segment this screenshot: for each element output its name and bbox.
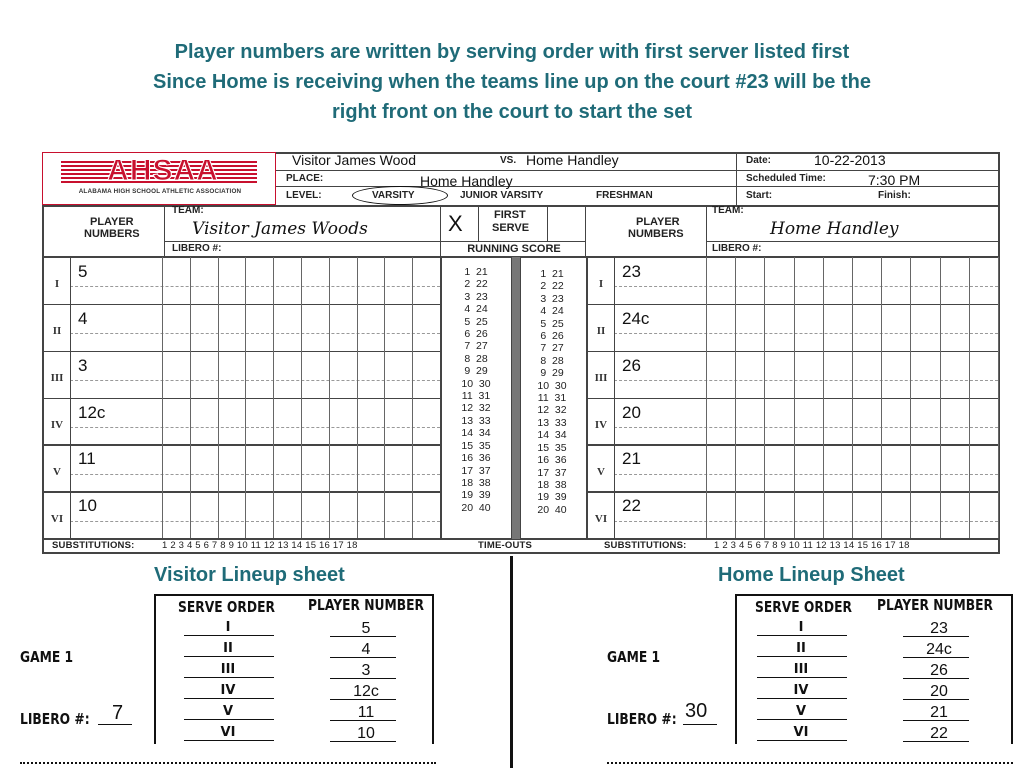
visitor-lineup-title: Visitor Lineup sheet <box>154 564 345 586</box>
visitor_lineup-serve-order-4: IV <box>220 683 236 698</box>
visitor-rotation-label: III <box>50 372 64 385</box>
first-serve-label-2: SERVE <box>492 222 530 234</box>
home_lineup-player-number-4: 20 <box>930 683 948 700</box>
running-score-entry: 5 25 <box>540 317 564 330</box>
visitor-game-label: GAME 1 <box>20 648 74 666</box>
running-score-entry: 11 31 <box>537 392 567 405</box>
grid-col-divider <box>70 257 71 538</box>
home_lineup-player-number-1: 23 <box>930 620 948 637</box>
home-rotation-label: VI <box>594 512 608 525</box>
visitor_lineup-player-number-1: 5 <box>361 620 371 637</box>
visitor_lineup-player-number-2: 4 <box>361 641 371 658</box>
scheduled-time-label: Scheduled Time: <box>746 173 826 184</box>
grid-col-divider <box>998 257 999 538</box>
home-player-number: 23 <box>622 262 641 281</box>
running-score-entry: 14 34 <box>537 429 567 442</box>
running-score-entry: 6 26 <box>540 330 564 343</box>
home_lineup-serve-order-2: II <box>796 641 806 656</box>
grid-col-divider <box>329 257 330 538</box>
grid-col-divider <box>852 257 853 538</box>
visitor-rotation-label: II <box>52 325 62 338</box>
grid-col-divider <box>910 257 911 538</box>
grid-row-divider <box>586 398 998 400</box>
grid-row-divider <box>586 351 998 353</box>
running-score-entry: 16 36 <box>461 452 491 465</box>
running-score-entry: 20 40 <box>537 503 567 516</box>
home-player-number: 24c <box>622 308 650 328</box>
home-rotation-label: II <box>596 325 606 338</box>
running-score-entry: 7 27 <box>464 340 488 353</box>
serve-order-underline <box>757 635 847 636</box>
visitor-rotation-label: I <box>54 278 60 291</box>
finish-label: Finish: <box>878 190 911 201</box>
visitor_lineup-serve-order-3: III <box>220 662 236 677</box>
home-substitution-numbers: 1 2 3 4 5 6 7 8 9 10 11 12 13 14 15 16 17 18 <box>714 540 910 551</box>
running-score-entry: 15 35 <box>461 439 491 452</box>
visitor_lineup-serve-order-6: VI <box>220 725 236 740</box>
grid-col-divider <box>412 257 413 538</box>
home-player-number: 20 <box>622 402 641 422</box>
home-team-label: TEAM: <box>712 205 744 216</box>
grid-col-divider <box>301 257 302 538</box>
grid-col-divider <box>245 257 246 538</box>
grid-row-divider <box>586 491 998 493</box>
serve-order-underline <box>184 677 274 678</box>
place-value: Home Handley <box>420 173 513 189</box>
grid-col-divider <box>881 257 882 538</box>
visitor-player-numbers-label-2: NUMBERS <box>84 228 140 240</box>
grid-row-divider <box>42 398 440 400</box>
visitor-player-number: 12c <box>78 402 106 422</box>
running-score-entry: 4 24 <box>540 305 564 318</box>
home-serve-order-label: SERVE ORDER <box>755 598 852 616</box>
level-label: LEVEL: <box>286 190 322 201</box>
grid-col-divider <box>614 257 615 538</box>
visitor-player-number: 10 <box>78 496 97 516</box>
grid-row-divider <box>42 444 440 446</box>
home_lineup-serve-order-5: V <box>795 704 807 719</box>
varsity-label: VARSITY <box>372 190 415 201</box>
visitor_lineup-player-number-5: 11 <box>357 704 375 721</box>
running-score-entry: 18 38 <box>461 476 491 489</box>
running-score-entry: 12 32 <box>537 404 567 417</box>
home-libero-label: LIBERO #: <box>607 710 677 728</box>
visitor-libero-label: LIBERO #: <box>20 710 90 728</box>
vs-label: VS. <box>500 155 517 166</box>
visitor-team-name: Visitor James Woods <box>192 219 368 239</box>
running-score-entry: 17 37 <box>537 466 567 479</box>
home_lineup-player-number-2: 24c <box>926 641 952 658</box>
serve-order-underline <box>757 677 847 678</box>
running-score-entry: 10 30 <box>461 377 491 390</box>
time-outs-label: TIME-OUTS <box>478 540 533 551</box>
home-lineup-rows <box>513 618 1024 748</box>
visitor_lineup-serve-order-5: V <box>222 704 234 719</box>
home-libero-value: 30 <box>685 700 708 722</box>
home-substitutions-label: SUBSTITUTIONS: <box>604 540 687 551</box>
running-score-entry: 1 21 <box>464 266 488 278</box>
place-label: PLACE: <box>286 173 324 184</box>
home-lineup-title: Home Lineup Sheet <box>718 564 905 586</box>
time-value: 7:30 PM <box>868 172 921 188</box>
home-team-name: Home Handley <box>770 219 899 239</box>
visitor-substitutions-label: SUBSTITUTIONS: <box>52 540 135 551</box>
home_lineup-player-number-3: 26 <box>930 662 948 679</box>
running-score-entry: 7 27 <box>540 342 564 355</box>
running-score-entry: 2 22 <box>464 278 488 291</box>
home_lineup-serve-order-6: VI <box>793 725 809 740</box>
running-score-entry: 14 34 <box>461 427 491 440</box>
home-player-numbers-label-1: PLAYER <box>636 216 680 228</box>
visitor-rotation-label: VI <box>50 512 64 525</box>
running-score-column-2 <box>520 268 584 516</box>
visitor_lineup-serve-order-2: II <box>223 641 233 656</box>
running-score-label: RUNNING SCORE <box>467 243 561 255</box>
running-score-entry: 15 35 <box>537 441 567 454</box>
serve-order-underline <box>757 656 847 657</box>
running-score-entry: 19 39 <box>537 491 567 504</box>
home_lineup-serve-order-1: I <box>798 620 804 635</box>
visitor-player-number: 5 <box>78 262 88 281</box>
grid-col-divider <box>940 257 941 538</box>
logo-subtext: ALABAMA HIGH SCHOOL ATHLETIC ASSOCIATION <box>78 188 242 195</box>
running-score-entry: 19 39 <box>461 489 491 502</box>
first-serve-label-1: FIRST <box>494 209 526 221</box>
visitor-field: Visitor James Wood <box>292 152 416 168</box>
running-score-entry: 3 23 <box>540 292 564 305</box>
home-rotation-label: V <box>597 465 605 478</box>
running-score-entry: 9 29 <box>540 367 564 380</box>
home-game-label: GAME 1 <box>607 648 661 666</box>
serve-order-underline <box>184 656 274 657</box>
running-score-entry: 4 24 <box>464 303 488 316</box>
visitor-player-number: 4 <box>78 308 88 328</box>
home_lineup-player-number-5: 21 <box>930 704 948 721</box>
scoresheet <box>42 152 1000 554</box>
visitor_lineup-serve-order-1: I <box>225 620 231 635</box>
logo-text: AHSAA <box>107 154 219 187</box>
grid-col-divider <box>218 257 219 538</box>
jv-label: JUNIOR VARSITY <box>460 190 544 201</box>
serve-order-underline <box>757 719 847 720</box>
grid-col-divider <box>273 257 274 538</box>
running-score-entry: 13 33 <box>461 414 491 427</box>
running-score-entry: 2 22 <box>540 280 564 293</box>
visitor-substitution-numbers: 1 2 3 4 5 6 7 8 9 10 11 12 13 14 15 16 17 18 <box>162 540 358 551</box>
home-field: Home Handley <box>526 152 619 168</box>
visitor-player-number: 11 <box>78 449 96 469</box>
running-score-entry: 5 25 <box>464 315 488 328</box>
ahsaa-logo <box>42 152 276 205</box>
grid-col-divider <box>735 257 736 538</box>
grid-col-divider <box>190 257 191 538</box>
running-score-entry: 11 31 <box>461 390 491 403</box>
grid-col-divider <box>384 257 385 538</box>
heading-line-1: Player numbers are written by serving order with first server listed first <box>174 41 850 63</box>
running-score-entry: 8 28 <box>464 352 488 365</box>
serve-order-underline <box>184 719 274 720</box>
running-score-entry: 9 29 <box>464 365 488 378</box>
home-player-number: 21 <box>622 449 641 469</box>
grid-row-divider <box>586 444 998 446</box>
serve-order-underline <box>757 740 847 741</box>
home-rotation-grid <box>586 257 998 538</box>
home_lineup-serve-order-4: IV <box>793 683 809 698</box>
visitor-libero-label: LIBERO #: <box>172 243 222 254</box>
serve-order-underline <box>184 698 274 699</box>
grid-col-divider <box>706 257 707 538</box>
running-score-entry: 12 32 <box>461 402 491 415</box>
running-score-entry: 13 33 <box>537 416 567 429</box>
visitor_lineup-player-number-3: 3 <box>361 662 371 679</box>
visitor-player-number: 3 <box>78 355 88 375</box>
visitor-lineup-sheet <box>0 594 510 768</box>
heading-line-2: Since Home is receiving when the teams line up on the court #23 will be the <box>153 71 871 93</box>
visitor-lineup-rows <box>0 618 510 748</box>
running-score-entry: 1 21 <box>540 268 564 280</box>
running-score-entry: 8 28 <box>540 354 564 367</box>
grid-col-divider <box>823 257 824 538</box>
first-serve-mark: X <box>448 211 463 236</box>
home-libero-label: LIBERO #: <box>712 243 762 254</box>
visitor-player-number-label: PLAYER NUMBER <box>308 596 425 614</box>
serve-order-underline <box>184 635 274 636</box>
grid-col-divider <box>162 257 163 538</box>
home-lineup-sheet <box>513 594 1024 768</box>
date-value: 10-22-2013 <box>814 152 886 168</box>
grid-row-divider <box>42 304 440 306</box>
visitor_lineup-player-number-4: 12c <box>353 683 379 700</box>
home-player-number: 22 <box>622 496 641 516</box>
visitor-rotation-grid <box>42 257 440 538</box>
grid-row-divider <box>42 351 440 353</box>
date-label: Date: <box>746 155 772 166</box>
visitor-rotation-label: IV <box>50 418 64 431</box>
home_lineup-player-number-6: 22 <box>930 725 948 742</box>
grid-col-divider <box>357 257 358 538</box>
running-score-entry: 3 23 <box>464 290 488 303</box>
serve-order-underline <box>757 698 847 699</box>
grid-row-divider <box>42 491 440 493</box>
running-score-entry: 6 26 <box>464 328 488 341</box>
visitor_lineup-player-number-6: 10 <box>357 725 375 742</box>
start-label: Start: <box>746 190 773 201</box>
visitor-player-numbers-label-1: PLAYER <box>90 216 134 228</box>
home-player-number-label: PLAYER NUMBER <box>877 596 994 614</box>
home-rotation-label: III <box>594 372 608 385</box>
home-player-number: 26 <box>622 355 641 375</box>
home-player-numbers-label-2: NUMBERS <box>628 228 684 240</box>
freshman-label: FRESHMAN <box>596 190 653 201</box>
running-score-column-1 <box>444 266 508 514</box>
running-score-entry: 20 40 <box>461 501 491 514</box>
running-score-entry: 17 37 <box>461 464 491 477</box>
running-score-entry: 10 30 <box>537 379 567 392</box>
running-score-entry: 18 38 <box>537 478 567 491</box>
visitor-libero-value: 7 <box>112 702 124 724</box>
home-rotation-label: I <box>598 278 604 291</box>
grid-col-divider <box>764 257 765 538</box>
home_lineup-serve-order-3: III <box>793 662 809 677</box>
running-score-entry: 16 36 <box>537 454 567 467</box>
grid-row-divider <box>586 304 998 306</box>
grid-col-divider <box>794 257 795 538</box>
grid-col-divider <box>969 257 970 538</box>
visitor-serve-order-label: SERVE ORDER <box>178 598 275 616</box>
visitor-team-label: TEAM: <box>172 205 204 216</box>
heading-line-3: right front on the court to start the set <box>332 101 692 123</box>
visitor-rotation-label: V <box>53 465 61 478</box>
home-rotation-label: IV <box>594 418 608 431</box>
serve-order-underline <box>184 740 274 741</box>
